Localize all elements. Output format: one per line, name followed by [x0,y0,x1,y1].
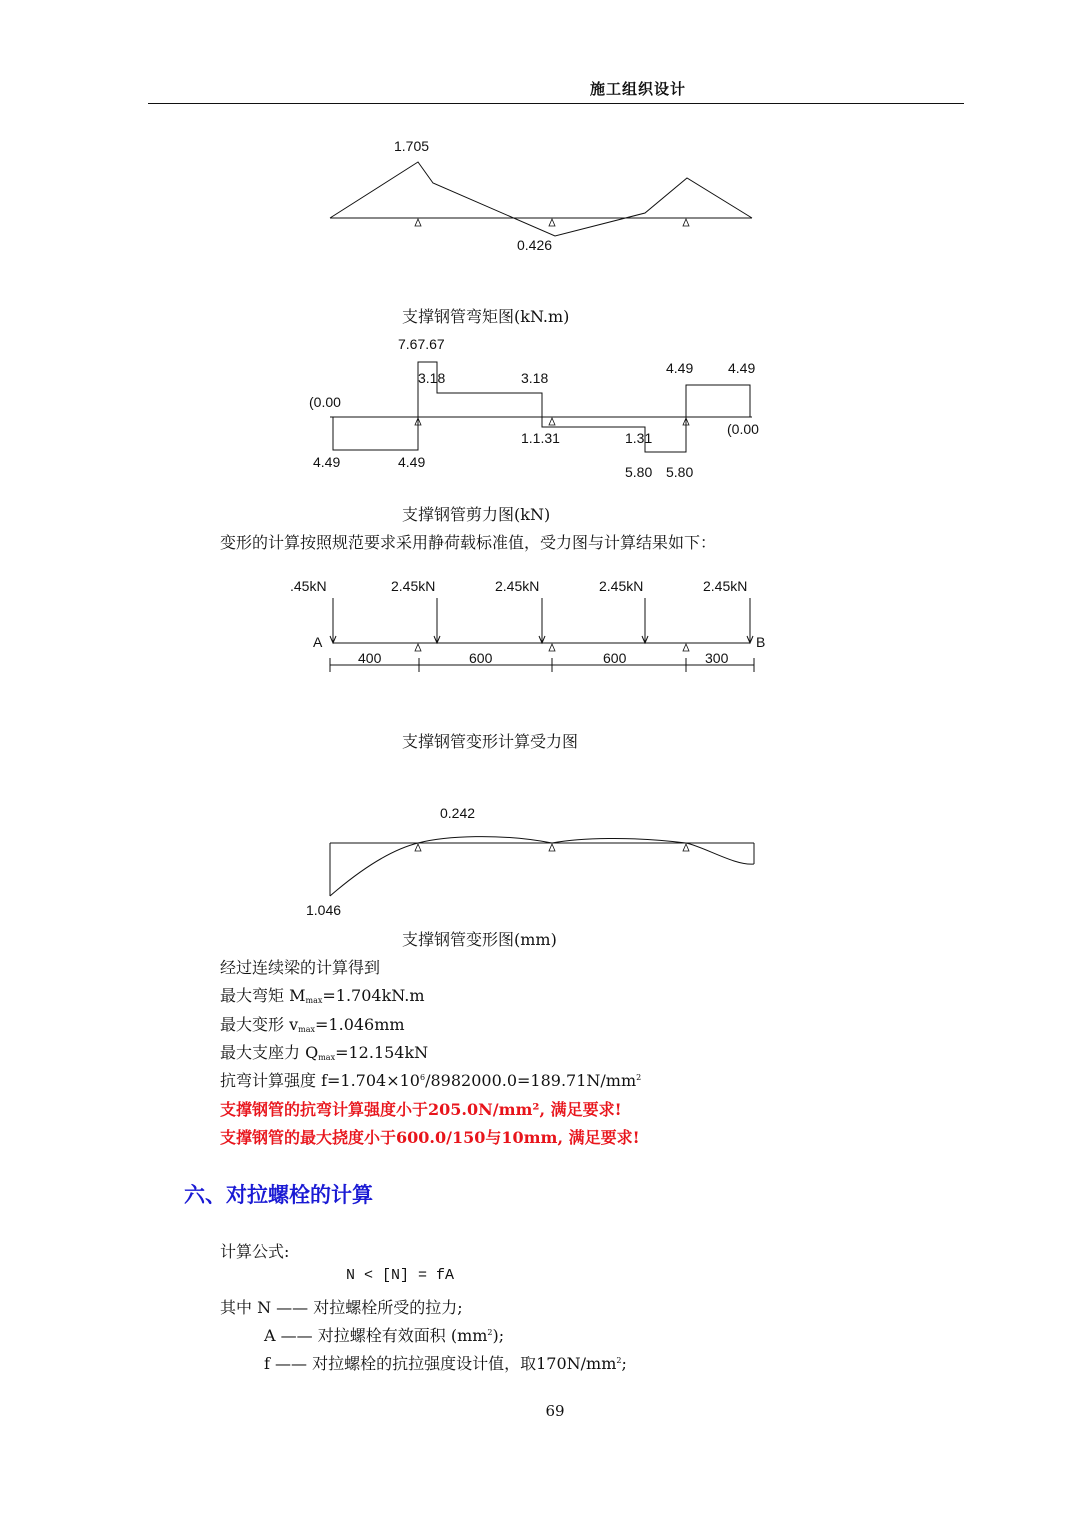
result-max-deflection [220,1012,405,1035]
end-b-label: B [756,634,766,650]
where-exp: 2 [616,1356,622,1365]
span-label: 400 [358,650,382,666]
where-a-row [264,1323,504,1346]
result-sub: max [305,996,323,1005]
moment-caption: 支撑钢管弯矩图(kN.m) [402,307,570,326]
shear-label: (0.00 [727,421,759,437]
shear-label: 7.67.67 [398,336,445,352]
result-value: =1.704kN.m [322,986,425,1005]
shear-label: (0.00 [309,394,341,410]
shear-label: 5.80 [625,464,653,480]
result-max-moment [220,983,425,1006]
end-a-label: A [313,634,323,650]
moment-peak-label: 1.705 [394,138,430,154]
where-tail: ; [621,1354,627,1373]
where-text: 对拉螺栓所受的拉力; [313,1298,463,1317]
loading-caption: 支撑钢管变形计算受力图 [402,732,579,751]
shear-caption: 支撑钢管剪力图(kN) [402,505,551,524]
load-label: 2.45kN [495,578,540,594]
where-text: 对拉螺栓的抗拉强度设计值，取170N/mm [312,1354,617,1373]
where-text: 对拉螺栓有效面积 (mm [317,1326,488,1345]
shear-label: 4.49 [728,360,756,376]
result-sub: max [298,1025,316,1034]
span-label: 600 [469,650,493,666]
deflection-bottom-label: 1.046 [306,902,342,918]
section-title: 六、对拉螺栓的计算 [184,1182,373,1207]
deflection-caption: 支撑钢管变形图(mm) [402,930,557,949]
shear-label: 1.31 [625,430,653,446]
load-label: 2.45kN [703,578,748,594]
shear-label: 3.18 [418,370,446,386]
result-value: /8982000.0=189.71N/mm [425,1071,637,1090]
result-max-support-force [220,1040,428,1063]
span-label: 300 [705,650,729,666]
results-intro: 经过连续梁的计算得到 [220,958,381,977]
header-title: 施工组织设计 [590,80,687,98]
result-bending-strength [220,1068,641,1091]
load-label: .45kN [290,578,327,594]
shear-label: 5.80 [666,464,694,480]
shear-label: 3.18 [521,370,549,386]
where-n-row [220,1295,463,1318]
support-1-icon [415,844,421,851]
result-value: =1.046mm [315,1015,405,1034]
formula: N < [N] = fA [346,1267,455,1284]
support-3-icon [683,844,689,851]
result-label: 抗弯计算强度 f=1.704×10 [220,1071,420,1090]
result-exp: 6 [420,1073,426,1082]
where-exp: 2 [487,1328,493,1337]
page-number: 69 [545,1402,565,1420]
where-prefix: f —— [264,1354,308,1373]
support-2-icon [549,844,555,851]
formula-label: 计算公式: [220,1242,290,1261]
deflection-top-label: 0.242 [440,805,476,821]
moment-min-label: 0.426 [517,237,553,253]
check-deflection: 支撑钢管的最大挠度小于600.0/150与10mm, 满足要求! [220,1128,640,1147]
result-value: =12.154kN [335,1043,429,1062]
where-f-row [264,1351,627,1374]
result-sub: max [318,1053,336,1062]
load-label: 2.45kN [391,578,436,594]
where-prefix: 其中 N —— [220,1298,309,1317]
result-label: 最大弯矩 M [220,986,306,1005]
intro-text: 变形的计算按照规范要求采用静荷载标准值，受力图与计算结果如下： [220,533,717,552]
shear-label: 4.49 [666,360,694,376]
where-tail: ); [492,1326,505,1345]
check-bending: 支撑钢管的抗弯计算强度小于205.0N/mm², 满足要求! [220,1100,622,1119]
result-exp: 2 [636,1073,642,1082]
shear-label: 1.1.31 [521,430,560,446]
shear-label: 4.49 [313,454,341,470]
load-label: 2.45kN [599,578,644,594]
shear-label: 4.49 [398,454,426,470]
result-label: 最大支座力 Q [220,1043,319,1062]
span-label: 600 [603,650,627,666]
result-label: 最大变形 v [220,1015,299,1034]
deflection-curve [330,837,754,896]
where-prefix: A —— [264,1326,313,1345]
